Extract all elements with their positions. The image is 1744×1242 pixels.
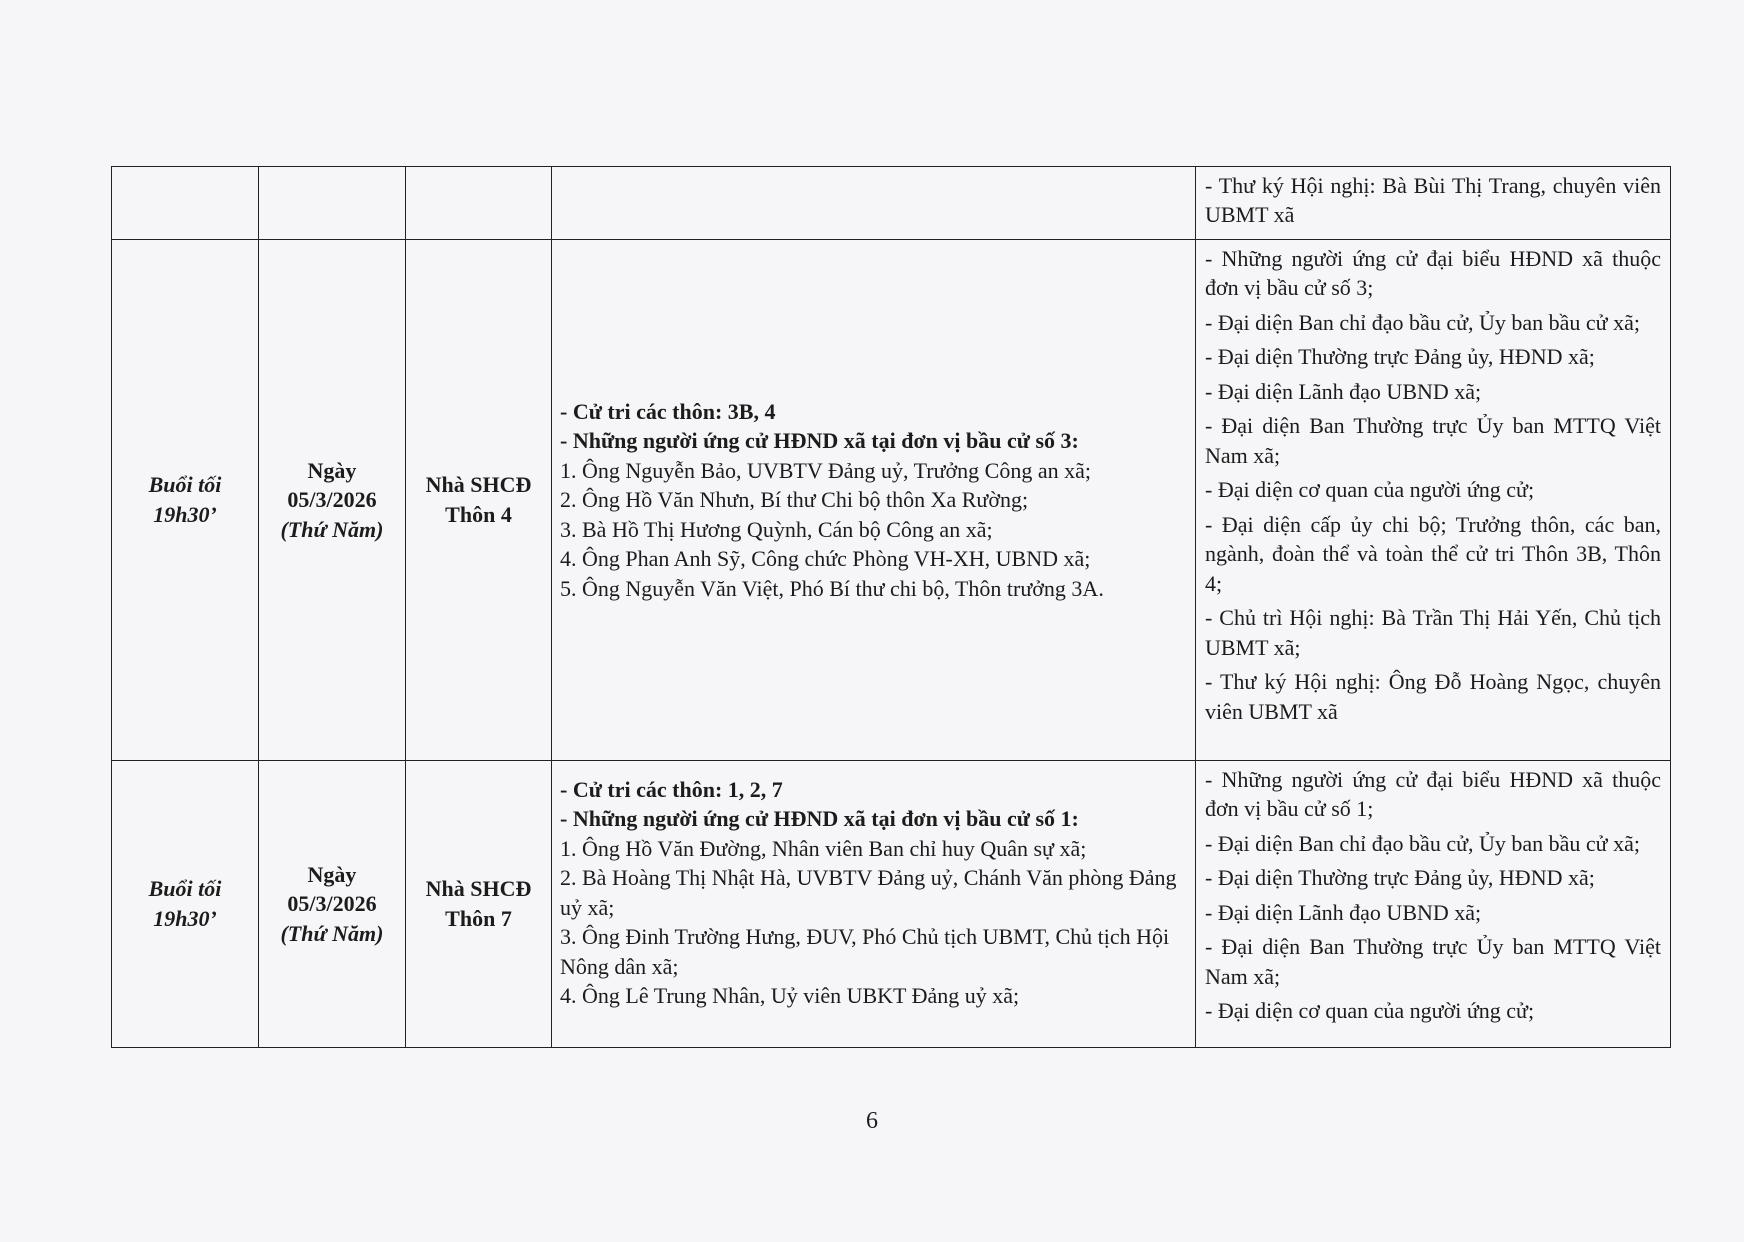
attendee-item: - Những người ứng cử đại biểu HĐND xã thuộc đơn vị bầu cử số 1; [1205,766,1661,822]
attendee-item: - Những người ứng cử đại biểu HĐND xã thuộc đơn vị bầu cử số 3; [1205,245,1661,301]
place-cell [406,760,552,1047]
attendee-item: - Thư ký Hội nghị: Bà Bùi Thị Trang, chuyên viên UBMT xã [1205,173,1661,228]
attendee-item: - Chủ trì Hội nghị: Bà Trần Thị Hải Yến, Chủ tịch UBMT xã; [1205,605,1661,660]
attendees-cell [1196,239,1671,760]
table-row [112,167,1671,240]
time-label: Buổi tối [148,472,222,498]
candidates-header: - Những người ứng cử HĐND xã tại đơn vị bầu cử số 3: [560,428,1079,454]
place-cell [406,167,552,240]
date-label: Ngày [307,861,357,887]
time-cell [112,239,259,760]
time-label: Buổi tối [148,876,222,902]
voters-header: - Cử tri các thôn: 1, 2, 7 [560,776,783,802]
attendee-item: - Đại diện cấp ủy chi bộ; Trưởng thôn, các ban, ngành, đoàn thể và toàn thể cử tri Thôn 3B, Thôn 4; [1205,511,1661,596]
attendee-item: - Đại diện Ban chỉ đạo bầu cử, Ủy ban bầu cử xã; [1205,830,1640,856]
place-village: Thôn 7 [445,905,512,931]
weekday: (Thứ Năm) [280,920,384,946]
attendee-item: - Đại diện cơ quan của người ứng cử; [1205,477,1535,503]
candidate-item: 5. Ông Nguyễn Văn Việt, Phó Bí thư chi bộ, Thôn trưởng 3A. [560,575,1104,601]
candidate-item: 1. Ông Nguyễn Bảo, UVBTV Đảng uỷ, Trưởng Công an xã; [560,457,1091,483]
voters-header: - Cử tri các thôn: 3B, 4 [560,398,776,424]
attendees-cell [1196,167,1671,240]
attendee-item: - Đại diện Ban chỉ đạo bầu cử, Ủy ban bầu cử xã; [1205,309,1640,335]
page-number: 6 [866,1108,878,1134]
place-cell [406,239,552,760]
voters-cell [552,167,1196,240]
time-cell [112,167,259,240]
table-row [112,239,1671,760]
candidate-item: 2. Ông Hồ Văn Nhưn, Bí thư Chi bộ thôn Xa Rường; [560,487,1029,513]
attendee-item: - Đại diện Ban Thường trực Ủy ban MTTQ Việt Nam xã; [1205,934,1661,989]
voters-cell [552,239,1196,760]
attendee-item: - Đại diện Thường trực Đảng ủy, HĐND xã; [1205,344,1595,370]
attendees-cell [1196,760,1671,1047]
schedule-table [111,166,1671,1048]
voters-cell [552,760,1196,1047]
candidate-item: 3. Ông Đinh Trường Hưng, ĐUV, Phó Chủ tịch UBMT, Chủ tịch Hội Nông dân xã; [560,924,1170,979]
candidate-item: 1. Ông Hồ Văn Đường, Nhân viên Ban chỉ huy Quân sự xã; [560,835,1087,861]
place-village: Thôn 4 [445,501,512,527]
attendee-item: - Đại diện Lãnh đạo UBND xã; [1205,378,1482,404]
date-label: Ngày [307,457,357,483]
candidate-item: 2. Bà Hoàng Thị Nhật Hà, UVBTV Đảng uỷ, Chánh Văn phòng Đảng uỷ xã; [560,865,1177,920]
date-cell [259,239,406,760]
attendee-item: - Đại diện cơ quan của người ứng cử; [1205,998,1535,1024]
candidate-item: 4. Ông Lê Trung Nhân, Uỷ viên UBKT Đảng uỷ xã; [560,983,1020,1009]
date-cell [259,760,406,1047]
date-cell [259,167,406,240]
attendee-item: - Đại diện Lãnh đạo UBND xã; [1205,899,1482,925]
attendee-item: - Thư ký Hội nghị: Ông Đỗ Hoàng Ngọc, chuyên viên UBMT xã [1205,669,1661,724]
time-value: 19h30’ [153,905,217,931]
weekday: (Thứ Năm) [280,516,384,542]
place-name: Nhà SHCĐ [425,876,532,902]
candidates-header: - Những người ứng cử HĐND xã tại đơn vị bầu cử số 1: [560,806,1079,832]
place-name: Nhà SHCĐ [425,472,532,498]
attendee-item: - Đại diện Ban Thường trực Ủy ban MTTQ Việt Nam xã; [1205,413,1661,468]
candidate-item: 3. Bà Hồ Thị Hương Quỳnh, Cán bộ Công an xã; [560,516,993,542]
attendee-item: - Đại diện Thường trực Đảng ủy, HĐND xã; [1205,865,1595,891]
table-row [112,760,1671,1047]
date-value: 05/3/2026 [287,891,377,917]
date-value: 05/3/2026 [287,487,377,513]
time-cell [112,760,259,1047]
candidate-item: 4. Ông Phan Anh Sỹ, Công chức Phòng VH-XH, UBND xã; [560,546,1091,572]
time-value: 19h30’ [153,501,217,527]
